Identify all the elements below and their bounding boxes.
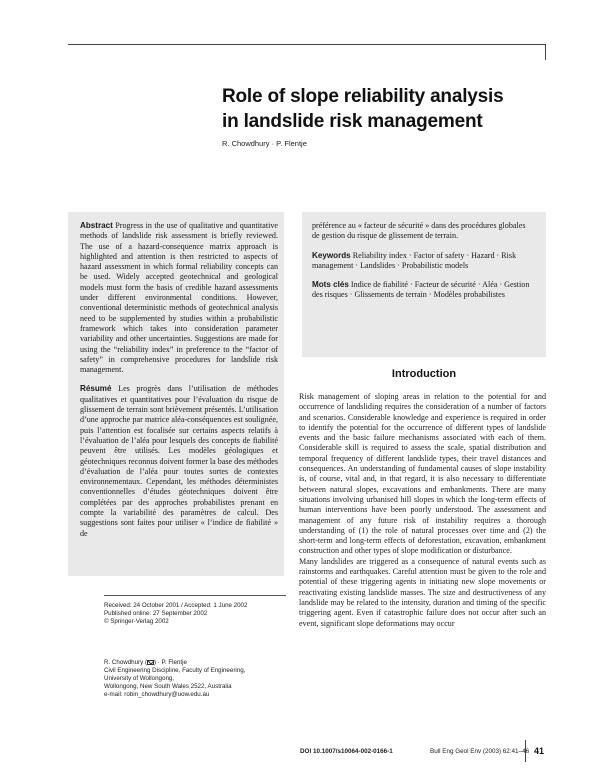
- publication-dates: [104, 602, 290, 626]
- keywords-panel: [302, 212, 546, 357]
- introduction-paragraph-1: Risk management of sloping areas in relation to the potential for and occurrence of landsliding requires the consideration of a number of factors and scenarios. Considerable knowledge and experience is required in order to identify the potential for the occurrence of different types of landslide events and the basic failure mechanisms associated with each of them. Considerable skill is required to assess the scale, spatial distribution and temporal frequency of different landslide types, their travel distances and consequences. An understanding of fundamental causes of slope instability is, of course, vital and, in that regard, it is also necessary to differentiate between natural slopes, excavations and embankments. There are many situations involving urbanised hill slopes in which the long-term effects of human interventions have been poorly understood. The assessment and management of any future risk of instability requires a thorough understanding of (1) the role of natural processes over time and (2) the short-term and long-term effects of deforestation, excavation, embankment construction and other types of slope modification or disturbance.: [299, 392, 546, 556]
- affiliation-authors: R. Chowdhury ( ) · P. Flentje: [104, 659, 187, 666]
- abstract: [80, 221, 278, 375]
- author-email[interactable]: e-mail: robin_chowdhury@uow.edu.au: [104, 691, 210, 699]
- published-date: Published online: 27 September 2002: [104, 610, 208, 618]
- keywords: [312, 251, 534, 272]
- affiliation-line-1: Civil Engineering Discipline, Faculty of Engineering,: [104, 667, 246, 675]
- envelope-icon: [147, 660, 154, 665]
- journal-citation: Bull Eng Geol Env (2003) 62:41–46: [430, 748, 530, 755]
- author-list: R. Chowdhury · P. Flentje: [222, 139, 307, 148]
- coauthor: · P. Flentje: [157, 659, 187, 666]
- header-rule: [68, 44, 546, 45]
- resume-text: Les progrès dans l’utilisation de méthodes qualitatives et quantitatives pour l’évaluation du risque de glissement de terrain sont brièvement présentés. L’utilisation d’une approche par matrice aléa-conséquences est soulignée, puis l’attention est focalisée sur certains aspects relatifs à l’évaluation de l’aléa pour lesquels des concepts de fiabilité peuvent être utilisés. Les modèles géologiques et géotechniques reconnus doivent former la base des méthodes d’évaluation de l’aléa pour toutes sortes de contextes environnementaux. Cependant, les méthodes déterministes conventionnelles d’études géotechniques doivent être complétées par des approches probabilistes prenant en compte la variabilité des paramètres de calcul. Des suggestions sont faites pour utiliser « l’indice de fiabilité » de: [80, 384, 279, 538]
- resume-continuation: préférence au « facteur de sécurité » dans des procédures globales de gestion du risque de glissement de terrain.: [312, 221, 526, 241]
- abstract-panel: [68, 212, 284, 576]
- affiliation-line-3: Wollongong, New South Wales 2522, Australia: [104, 683, 232, 691]
- footer-divider: [525, 740, 526, 762]
- abstract-label: Abstract: [80, 221, 113, 230]
- received-date: Received: 24 October 2001 / Accepted: 1 June 2002: [104, 602, 248, 609]
- copyright: © Springer-Verlag 2002: [104, 618, 169, 626]
- mots-cles: [312, 280, 534, 301]
- corresponding-author: R. Chowdhury: [104, 659, 144, 666]
- resume: [80, 384, 278, 538]
- doi[interactable]: DOI 10.1007/s10064-002-0166-1: [300, 748, 393, 755]
- affiliation-line-2: University of Wollongong,: [104, 675, 175, 683]
- keywords-text: Reliability index · Factor of safety · Hazard · Risk management · Landslides · Probabilistic models: [312, 250, 517, 270]
- header-rule-corner: [545, 44, 546, 60]
- abstract-text: Progress in the use of qualitative and quantitative methods of landslide risk assessment is briefly reviewed. The use of a hazard-consequence matrix approach is highlighted and attention is then restricted to aspects of hazard assessment in which formal reliability concepts can be used. Widely accepted geotechnical and geological models must form the basis of credible hazard assessments under different environmental conditions. However, conventional deterministic methods of geotechnical analysis need to be supplemented by studies within a probabilistic framework which takes into consideration parameter variability and other uncertainties. Suggestions are made for using the “reliability index” in preference to the “factor of safety” in comprehensive procedures for landslide risk management.: [80, 221, 278, 375]
- title-line-2: in landslide risk management: [222, 111, 483, 132]
- article-title: [222, 84, 542, 134]
- introduction-body: [299, 392, 546, 629]
- keywords-label: Keywords: [312, 250, 351, 260]
- page-number: 41: [534, 746, 545, 756]
- metadata-rule: [104, 595, 286, 596]
- introduction-paragraph-2: Many landslides are triggered as a consequence of natural events such as rainstorms and earthquakes. Careful attention must be given to the role and potential of these triggering agents in initiating new slope movements or reactivating existing landslide masses. The size and destructiveness of any landslide may be related to the intensity, duration and timing of the specific triggering agent. Even if catastrophic failure does not occur after such an event, significant slope deformations may occur: [299, 556, 546, 628]
- resume-label: Résumé: [80, 384, 112, 394]
- title-line-1: Role of slope reliability analysis: [222, 86, 504, 107]
- mots-cles-label: Mots clés: [312, 280, 349, 290]
- mots-cles-text: Indice de fiabilité · Facteur de sécurité · Aléa · Gestion des risques · Glissements de terrain · Modèles probabilistes: [312, 280, 530, 300]
- introduction-heading: Introduction: [391, 368, 457, 380]
- affiliation: [104, 659, 294, 699]
